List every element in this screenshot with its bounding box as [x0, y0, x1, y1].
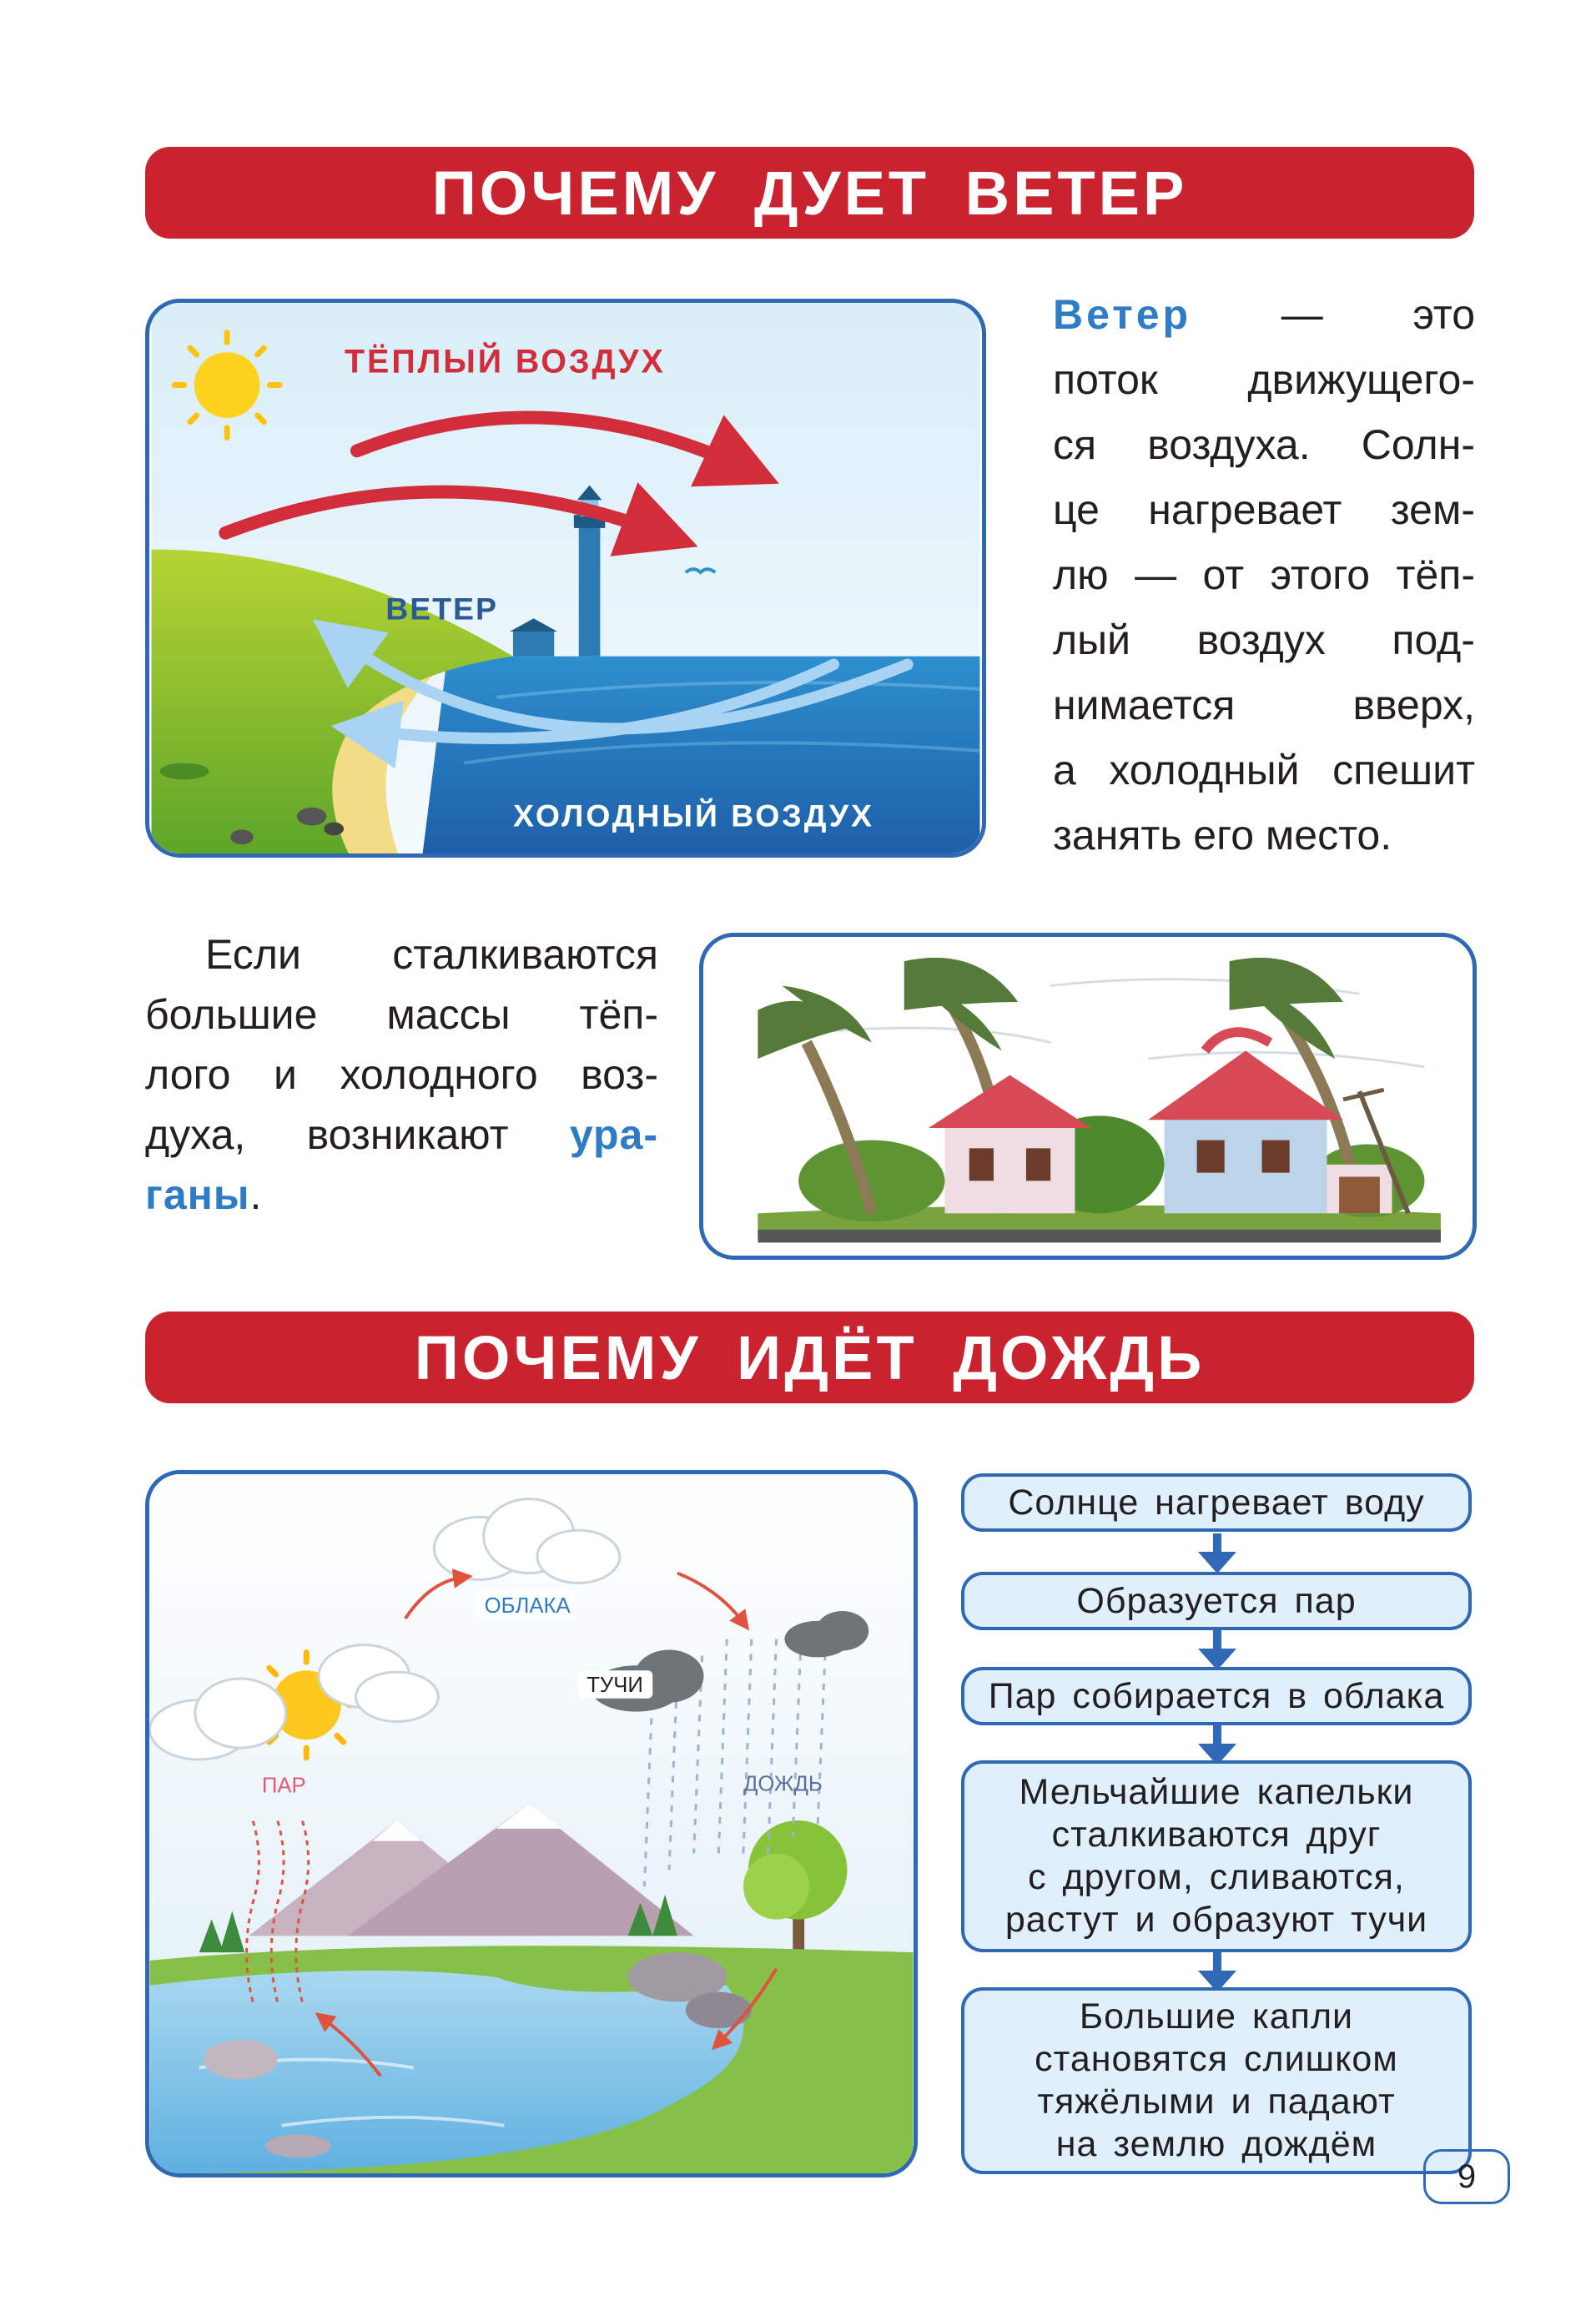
term-wind: Ветер [1053, 291, 1192, 338]
step-4: Мельчайшие капельки сталкиваются друг с другом, сливаются, растут и образуют тучи [961, 1760, 1472, 1952]
water-cycle-illustration [149, 1474, 914, 2173]
section-title-wind: ПОЧЕМУ ДУЕТ ВЕТЕР [145, 147, 1474, 239]
cold-air-label: ХОЛОДНЫЙ ВОЗДУХ [512, 798, 874, 833]
storm-clouds-label: ТУЧИ [587, 1673, 643, 1697]
warm-air-label: ТЁПЛЫЙ ВОЗДУХ [345, 343, 666, 380]
wind-label: ВЕТЕР [385, 591, 498, 627]
wind-illustration [149, 303, 982, 853]
page-number: 9 [1423, 2149, 1510, 2204]
clouds-label: ОБЛАКА [484, 1594, 571, 1619]
section-title-rain: ПОЧЕМУ ИДЁТ ДОЖДЬ [145, 1312, 1474, 1403]
hurricane-illustration [699, 933, 1477, 1260]
wind-diagram [145, 299, 986, 858]
step-arrow-icon [1198, 1725, 1236, 1765]
step-arrow-icon [1198, 1533, 1236, 1573]
term-hurricanes-part1: ура- [569, 1111, 658, 1158]
hurricane-scene [703, 937, 1473, 1256]
rain-label: ДОЖДЬ [743, 1772, 823, 1796]
wind-definition-paragraph: Ветер — это поток движущего- ся воздуха. Солн- це нагревает зем- лю — от этого тёп- лый воздух под- нимается вверх, а холодный спешит занять его место. [1053, 291, 1475, 858]
hurricane-paragraph: Если сталкиваются большие массы тёп- лого и холодного воз- духа, возникают ура- ганы. [145, 931, 658, 1218]
step-arrow-icon [1198, 1952, 1236, 1992]
term-hurricanes-part2: ганы [145, 1171, 250, 1218]
step-5: Большие капли становятся слишком тяжёлыми и падают на землю дождём [961, 1987, 1472, 2174]
vapor-label: ПАР [261, 1774, 306, 1798]
step-3: Пар собирается в облака [961, 1667, 1472, 1725]
step-1: Солнце нагревает воду [961, 1473, 1472, 1532]
water-cycle-diagram [145, 1470, 918, 2178]
step-arrow-icon [1198, 1630, 1236, 1670]
step-2: Образуется пар [961, 1572, 1472, 1630]
